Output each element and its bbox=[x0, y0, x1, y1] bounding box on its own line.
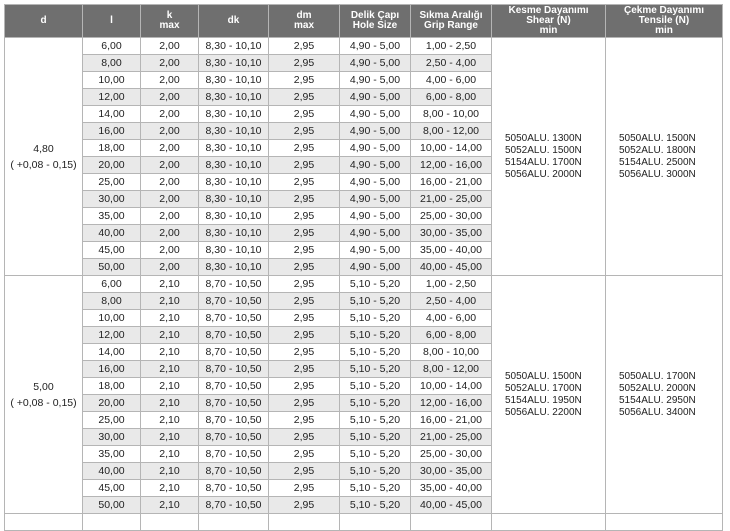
grip-range-cell: 30,00 - 35,00 bbox=[411, 225, 492, 242]
k-max-cell: 2,00 bbox=[141, 72, 199, 89]
header-line: d bbox=[40, 15, 47, 26]
length-cell: 16,00 bbox=[83, 361, 141, 378]
hole-size-cell: 4,90 - 5,00 bbox=[340, 225, 411, 242]
grip-range-cell: 12,00 - 16,00 bbox=[411, 157, 492, 174]
length-cell: 6,00 bbox=[83, 38, 141, 55]
grip-range-cell: 6,00 - 8,00 bbox=[411, 327, 492, 344]
length-cell: 30,00 bbox=[83, 191, 141, 208]
dm-max-cell: 2,95 bbox=[269, 72, 340, 89]
shear-value: 5154ALU. 1950N bbox=[505, 394, 582, 406]
header-row bbox=[5, 5, 723, 38]
dm-max-cell: 2,95 bbox=[269, 344, 340, 361]
header-line: max bbox=[159, 20, 180, 31]
length-cell: 40,00 bbox=[83, 463, 141, 480]
tensile-value: 5154ALU. 2500N bbox=[619, 156, 696, 168]
cutoff-cell bbox=[5, 514, 83, 531]
header-line: min bbox=[539, 25, 558, 36]
cutoff-cell bbox=[269, 514, 340, 531]
dm-max-cell: 2,95 bbox=[269, 361, 340, 378]
shear-value: 5056ALU. 2200N bbox=[505, 406, 582, 418]
dk-cell: 8,70 - 10,50 bbox=[199, 395, 269, 412]
length-cell: 50,00 bbox=[83, 497, 141, 514]
header-line: Shear (N) bbox=[526, 15, 571, 26]
header-shear bbox=[492, 5, 606, 38]
tensile-value: 5052ALU. 2000N bbox=[619, 382, 696, 394]
hole-size-cell: 4,90 - 5,00 bbox=[340, 123, 411, 140]
hole-size-cell: 4,90 - 5,00 bbox=[340, 174, 411, 191]
dk-cell: 8,70 - 10,50 bbox=[199, 276, 269, 293]
dk-cell: 8,30 - 10,10 bbox=[199, 38, 269, 55]
dm-max-cell: 2,95 bbox=[269, 174, 340, 191]
hole-size-cell: 5,10 - 5,20 bbox=[340, 446, 411, 463]
hole-size-cell: 5,10 - 5,20 bbox=[340, 429, 411, 446]
grip-range-cell: 21,00 - 25,00 bbox=[411, 429, 492, 446]
diameter-cell bbox=[5, 38, 83, 276]
length-cell: 35,00 bbox=[83, 208, 141, 225]
header-line: Grip Range bbox=[424, 20, 478, 31]
grip-range-cell: 16,00 - 21,00 bbox=[411, 174, 492, 191]
length-cell: 14,00 bbox=[83, 106, 141, 123]
shear-value: 5056ALU. 2000N bbox=[505, 168, 582, 180]
hole-size-cell: 4,90 - 5,00 bbox=[340, 191, 411, 208]
tensile-value: 5050ALU. 1500N bbox=[619, 132, 696, 144]
dk-cell: 8,30 - 10,10 bbox=[199, 225, 269, 242]
dm-max-cell: 2,95 bbox=[269, 225, 340, 242]
diameter-tolerance: ( +0,08 - 0,15) bbox=[10, 396, 77, 409]
header-line: dk bbox=[227, 15, 240, 26]
dk-cell: 8,30 - 10,10 bbox=[199, 259, 269, 276]
length-cell: 6,00 bbox=[83, 276, 141, 293]
length-cell: 8,00 bbox=[83, 55, 141, 72]
hole-size-cell: 5,10 - 5,20 bbox=[340, 463, 411, 480]
length-cell: 30,00 bbox=[83, 429, 141, 446]
hole-size-cell: 4,90 - 5,00 bbox=[340, 259, 411, 276]
header-line: min bbox=[655, 25, 673, 36]
header-line: dm bbox=[296, 10, 312, 21]
length-cell: 20,00 bbox=[83, 395, 141, 412]
cutoff-cell bbox=[492, 514, 606, 531]
grip-range-cell: 2,50 - 4,00 bbox=[411, 55, 492, 72]
header-k-max bbox=[141, 5, 199, 38]
dk-cell: 8,30 - 10,10 bbox=[199, 242, 269, 259]
k-max-cell: 2,10 bbox=[141, 446, 199, 463]
table-row bbox=[5, 276, 723, 293]
dm-max-cell: 2,95 bbox=[269, 89, 340, 106]
length-cell: 16,00 bbox=[83, 123, 141, 140]
shear-strength-cell bbox=[492, 38, 606, 276]
k-max-cell: 2,00 bbox=[141, 242, 199, 259]
tensile-strength-cell bbox=[606, 276, 723, 514]
hole-size-cell: 5,10 - 5,20 bbox=[340, 412, 411, 429]
tensile-strength-cell bbox=[606, 38, 723, 276]
k-max-cell: 2,10 bbox=[141, 395, 199, 412]
dk-cell: 8,70 - 10,50 bbox=[199, 293, 269, 310]
cutoff-cell bbox=[141, 514, 199, 531]
dk-cell: 8,70 - 10,50 bbox=[199, 378, 269, 395]
header-line: l bbox=[110, 15, 113, 26]
header-grip-range bbox=[411, 5, 492, 38]
length-cell: 45,00 bbox=[83, 480, 141, 497]
cutoff-cell bbox=[83, 514, 141, 531]
dm-max-cell: 2,95 bbox=[269, 429, 340, 446]
tensile-value: 5056ALU. 3000N bbox=[619, 168, 696, 180]
k-max-cell: 2,10 bbox=[141, 344, 199, 361]
cutoff-cell bbox=[411, 514, 492, 531]
dm-max-cell: 2,95 bbox=[269, 412, 340, 429]
dm-max-cell: 2,95 bbox=[269, 446, 340, 463]
dk-cell: 8,70 - 10,50 bbox=[199, 327, 269, 344]
length-cell: 18,00 bbox=[83, 378, 141, 395]
k-max-cell: 2,10 bbox=[141, 429, 199, 446]
shear-strength-cell bbox=[492, 276, 606, 514]
length-cell: 14,00 bbox=[83, 344, 141, 361]
dk-cell: 8,70 - 10,50 bbox=[199, 463, 269, 480]
hole-size-cell: 5,10 - 5,20 bbox=[340, 276, 411, 293]
grip-range-cell: 8,00 - 10,00 bbox=[411, 106, 492, 123]
shear-value: 5154ALU. 1700N bbox=[505, 156, 582, 168]
diameter-tolerance: ( +0,08 - 0,15) bbox=[10, 158, 77, 171]
tensile-value: 5154ALU. 2950N bbox=[619, 394, 696, 406]
dk-cell: 8,30 - 10,10 bbox=[199, 157, 269, 174]
grip-range-cell: 4,00 - 6,00 bbox=[411, 310, 492, 327]
grip-range-cell: 10,00 - 14,00 bbox=[411, 378, 492, 395]
grip-range-cell: 8,00 - 12,00 bbox=[411, 361, 492, 378]
diameter-value: 5,00 bbox=[33, 380, 54, 393]
hole-size-cell: 4,90 - 5,00 bbox=[340, 55, 411, 72]
hole-size-cell: 4,90 - 5,00 bbox=[340, 208, 411, 225]
hole-size-cell: 4,90 - 5,00 bbox=[340, 242, 411, 259]
grip-range-cell: 30,00 - 35,00 bbox=[411, 463, 492, 480]
k-max-cell: 2,00 bbox=[141, 123, 199, 140]
header-line: Hole Size bbox=[352, 20, 398, 31]
header-line: max bbox=[293, 20, 314, 31]
dk-cell: 8,70 - 10,50 bbox=[199, 361, 269, 378]
hole-size-cell: 5,10 - 5,20 bbox=[340, 310, 411, 327]
hole-size-cell: 4,90 - 5,00 bbox=[340, 140, 411, 157]
length-cell: 20,00 bbox=[83, 157, 141, 174]
dm-max-cell: 2,95 bbox=[269, 497, 340, 514]
grip-range-cell: 25,00 - 30,00 bbox=[411, 446, 492, 463]
grip-range-cell: 8,00 - 10,00 bbox=[411, 344, 492, 361]
grip-range-cell: 8,00 - 12,00 bbox=[411, 123, 492, 140]
dm-max-cell: 2,95 bbox=[269, 208, 340, 225]
header-line: Tensile (N) bbox=[638, 15, 690, 26]
dm-max-cell: 2,95 bbox=[269, 463, 340, 480]
k-max-cell: 2,10 bbox=[141, 276, 199, 293]
k-max-cell: 2,10 bbox=[141, 293, 199, 310]
k-max-cell: 2,10 bbox=[141, 463, 199, 480]
dk-cell: 8,30 - 10,10 bbox=[199, 191, 269, 208]
k-max-cell: 2,00 bbox=[141, 208, 199, 225]
dk-cell: 8,70 - 10,50 bbox=[199, 412, 269, 429]
k-max-cell: 2,00 bbox=[141, 55, 199, 72]
length-cell: 12,00 bbox=[83, 327, 141, 344]
grip-range-cell: 6,00 - 8,00 bbox=[411, 89, 492, 106]
length-cell: 8,00 bbox=[83, 293, 141, 310]
dm-max-cell: 2,95 bbox=[269, 106, 340, 123]
hole-size-cell: 5,10 - 5,20 bbox=[340, 395, 411, 412]
k-max-cell: 2,00 bbox=[141, 191, 199, 208]
table-row bbox=[5, 38, 723, 55]
grip-range-cell: 1,00 - 2,50 bbox=[411, 276, 492, 293]
k-max-cell: 2,00 bbox=[141, 259, 199, 276]
length-cell: 10,00 bbox=[83, 72, 141, 89]
length-cell: 25,00 bbox=[83, 412, 141, 429]
grip-range-cell: 10,00 - 14,00 bbox=[411, 140, 492, 157]
length-cell: 50,00 bbox=[83, 259, 141, 276]
dm-max-cell: 2,95 bbox=[269, 480, 340, 497]
dm-max-cell: 2,95 bbox=[269, 276, 340, 293]
header-line: Sıkma Aralığı bbox=[419, 10, 483, 21]
hole-size-cell: 4,90 - 5,00 bbox=[340, 89, 411, 106]
dm-max-cell: 2,95 bbox=[269, 55, 340, 72]
rivet-spec-table bbox=[4, 4, 723, 531]
k-max-cell: 2,00 bbox=[141, 174, 199, 191]
dm-max-cell: 2,95 bbox=[269, 378, 340, 395]
dk-cell: 8,70 - 10,50 bbox=[199, 480, 269, 497]
grip-range-cell: 25,00 - 30,00 bbox=[411, 208, 492, 225]
tensile-value: 5050ALU. 1700N bbox=[619, 370, 696, 382]
grip-range-cell: 35,00 - 40,00 bbox=[411, 480, 492, 497]
shear-value: 5050ALU. 1300N bbox=[505, 132, 582, 144]
header-d bbox=[5, 5, 83, 38]
hole-size-cell: 4,90 - 5,00 bbox=[340, 106, 411, 123]
diameter-cell bbox=[5, 276, 83, 514]
dm-max-cell: 2,95 bbox=[269, 395, 340, 412]
shear-value: 5052ALU. 1500N bbox=[505, 144, 582, 156]
dm-max-cell: 2,95 bbox=[269, 157, 340, 174]
dm-max-cell: 2,95 bbox=[269, 259, 340, 276]
cutoff-cell bbox=[199, 514, 269, 531]
hole-size-cell: 5,10 - 5,20 bbox=[340, 344, 411, 361]
dk-cell: 8,70 - 10,50 bbox=[199, 344, 269, 361]
dk-cell: 8,30 - 10,10 bbox=[199, 208, 269, 225]
k-max-cell: 2,10 bbox=[141, 361, 199, 378]
k-max-cell: 2,10 bbox=[141, 378, 199, 395]
grip-range-cell: 21,00 - 25,00 bbox=[411, 191, 492, 208]
grip-range-cell: 35,00 - 40,00 bbox=[411, 242, 492, 259]
length-cell: 18,00 bbox=[83, 140, 141, 157]
tensile-value: 5056ALU. 3400N bbox=[619, 406, 696, 418]
hole-size-cell: 5,10 - 5,20 bbox=[340, 378, 411, 395]
header-line: Kesme Dayanımı bbox=[508, 5, 589, 16]
dk-cell: 8,70 - 10,50 bbox=[199, 310, 269, 327]
grip-range-cell: 12,00 - 16,00 bbox=[411, 395, 492, 412]
hole-size-cell: 5,10 - 5,20 bbox=[340, 327, 411, 344]
k-max-cell: 2,00 bbox=[141, 225, 199, 242]
length-cell: 35,00 bbox=[83, 446, 141, 463]
dk-cell: 8,70 - 10,50 bbox=[199, 429, 269, 446]
k-max-cell: 2,00 bbox=[141, 140, 199, 157]
k-max-cell: 2,10 bbox=[141, 327, 199, 344]
k-max-cell: 2,00 bbox=[141, 38, 199, 55]
length-cell: 45,00 bbox=[83, 242, 141, 259]
header-dk bbox=[199, 5, 269, 38]
k-max-cell: 2,00 bbox=[141, 157, 199, 174]
grip-range-cell: 16,00 - 21,00 bbox=[411, 412, 492, 429]
header-dm-max bbox=[269, 5, 340, 38]
hole-size-cell: 5,10 - 5,20 bbox=[340, 293, 411, 310]
dk-cell: 8,30 - 10,10 bbox=[199, 123, 269, 140]
header-hole-size bbox=[340, 5, 411, 38]
dm-max-cell: 2,95 bbox=[269, 140, 340, 157]
dk-cell: 8,30 - 10,10 bbox=[199, 106, 269, 123]
k-max-cell: 2,10 bbox=[141, 412, 199, 429]
grip-range-cell: 40,00 - 45,00 bbox=[411, 497, 492, 514]
shear-value: 5052ALU. 1700N bbox=[505, 382, 582, 394]
k-max-cell: 2,10 bbox=[141, 480, 199, 497]
k-max-cell: 2,10 bbox=[141, 497, 199, 514]
cutoff-cell bbox=[606, 514, 723, 531]
grip-range-cell: 1,00 - 2,50 bbox=[411, 38, 492, 55]
dm-max-cell: 2,95 bbox=[269, 123, 340, 140]
hole-size-cell: 4,90 - 5,00 bbox=[340, 38, 411, 55]
dk-cell: 8,30 - 10,10 bbox=[199, 55, 269, 72]
dk-cell: 8,70 - 10,50 bbox=[199, 497, 269, 514]
header-tensile bbox=[606, 5, 723, 38]
k-max-cell: 2,00 bbox=[141, 89, 199, 106]
tensile-value: 5052ALU. 1800N bbox=[619, 144, 696, 156]
length-cell: 12,00 bbox=[83, 89, 141, 106]
table-body bbox=[5, 38, 723, 531]
shear-value: 5050ALU. 1500N bbox=[505, 370, 582, 382]
header-l bbox=[83, 5, 141, 38]
header-line: Delik Çapı bbox=[350, 10, 400, 21]
grip-range-cell: 2,50 - 4,00 bbox=[411, 293, 492, 310]
hole-size-cell: 5,10 - 5,20 bbox=[340, 497, 411, 514]
dk-cell: 8,30 - 10,10 bbox=[199, 140, 269, 157]
diameter-value: 4,80 bbox=[33, 142, 54, 155]
hole-size-cell: 4,90 - 5,00 bbox=[340, 157, 411, 174]
hole-size-cell: 4,90 - 5,00 bbox=[340, 72, 411, 89]
k-max-cell: 2,00 bbox=[141, 106, 199, 123]
hole-size-cell: 5,10 - 5,20 bbox=[340, 361, 411, 378]
dm-max-cell: 2,95 bbox=[269, 310, 340, 327]
dm-max-cell: 2,95 bbox=[269, 191, 340, 208]
cutoff-cell bbox=[340, 514, 411, 531]
length-cell: 10,00 bbox=[83, 310, 141, 327]
hole-size-cell: 5,10 - 5,20 bbox=[340, 480, 411, 497]
dk-cell: 8,70 - 10,50 bbox=[199, 446, 269, 463]
dk-cell: 8,30 - 10,10 bbox=[199, 72, 269, 89]
k-max-cell: 2,10 bbox=[141, 310, 199, 327]
grip-range-cell: 4,00 - 6,00 bbox=[411, 72, 492, 89]
dm-max-cell: 2,95 bbox=[269, 38, 340, 55]
dk-cell: 8,30 - 10,10 bbox=[199, 174, 269, 191]
dm-max-cell: 2,95 bbox=[269, 327, 340, 344]
dm-max-cell: 2,95 bbox=[269, 293, 340, 310]
length-cell: 40,00 bbox=[83, 225, 141, 242]
cutoff-row bbox=[5, 514, 723, 531]
grip-range-cell: 40,00 - 45,00 bbox=[411, 259, 492, 276]
length-cell: 25,00 bbox=[83, 174, 141, 191]
dm-max-cell: 2,95 bbox=[269, 242, 340, 259]
header-line: k bbox=[166, 10, 173, 21]
dk-cell: 8,30 - 10,10 bbox=[199, 89, 269, 106]
header-line: Çekme Dayanımı bbox=[623, 5, 705, 16]
